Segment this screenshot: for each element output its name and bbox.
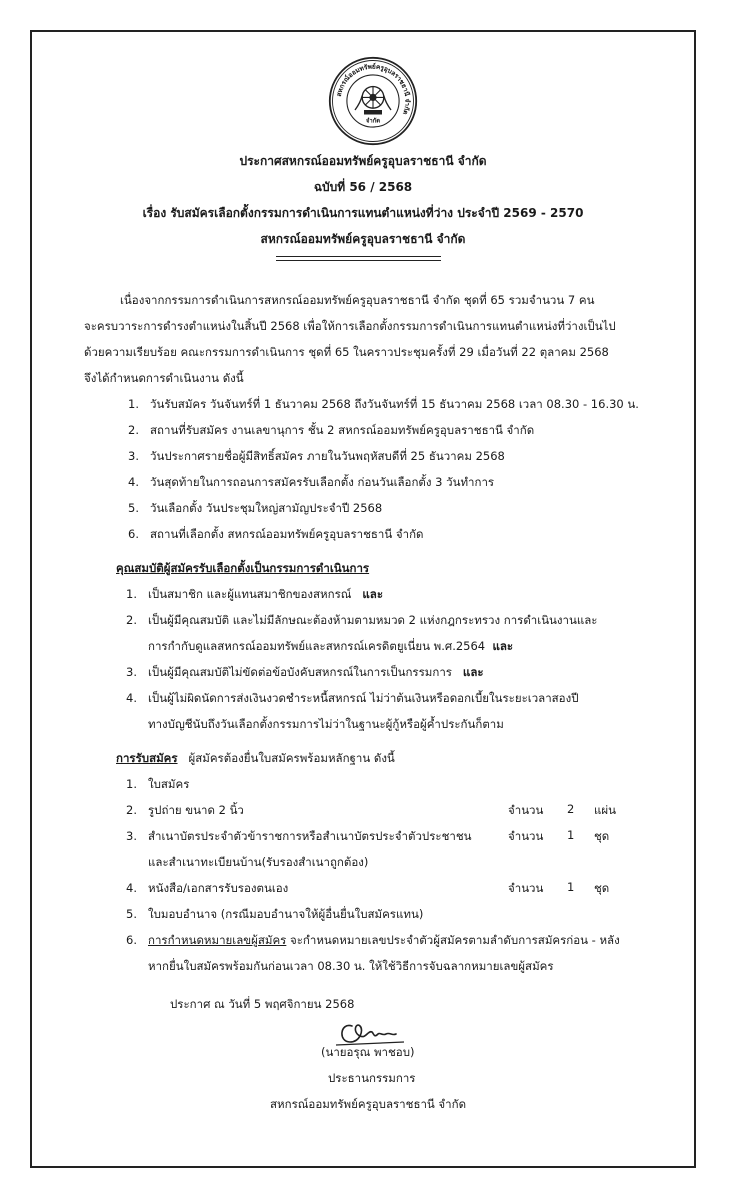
schedule-item: 6. สถานที่เลือกตั้ง สหกรณ์ออมทรัพย์ครูอุบลราชธานี จำกัด — [128, 527, 424, 541]
qualification-item: 2. เป็นผู้มีคุณสมบัติ และไม่มีลักษณะต้องห้ามตามหมวด 2 แห่งกฎกระทรวง การดำเนินงานและ — [126, 613, 598, 627]
quantity-label: จำนวน — [508, 829, 544, 843]
signatory-organization: สหกรณ์ออมทรัพย์ครูอุบลราชธานี จำกัด — [270, 1097, 467, 1111]
intro-line-4: จึงได้กำหนดการดำเนินงาน ดังนี้ — [84, 371, 244, 385]
qualification-item: 4. เป็นผู้ไม่ผิดนัดการส่งเงินงวดชำระหนี้สหกรณ์ ไม่ว่าต้นเงินหรือดอกเบี้ยในระยะเวลาสองปี — [126, 691, 579, 705]
seal-bottom-text: จำกัด — [365, 118, 381, 125]
organization-name: สหกรณ์ออมทรัพย์ครูอุบลราชธานี จำกัด — [260, 232, 466, 246]
quantity-unit: ชุด — [594, 829, 610, 843]
schedule-item: 3. วันประกาศรายชื่อผู้มีสิทธิ์สมัคร ภายในวันพฤหัสบดีที่ 25 ธันวาคม 2568 — [128, 449, 505, 463]
application-item: 3. สำเนาบัตรประจำตัวข้าราชการหรือสำเนาบัตรประจำตัวประชาชน — [126, 829, 472, 843]
schedule-item: 5. วันเลือกตั้ง วันประชุมใหญ่สามัญประจำปี 2568 — [128, 501, 383, 515]
quantity-unit: แผ่น — [594, 803, 617, 817]
announcement-title: ประกาศสหกรณ์ออมทรัพย์ครูอุบลราชธานี จำกัด — [239, 154, 487, 168]
quantity-unit: ชุด — [594, 881, 610, 895]
quantity-label: จำนวน — [508, 881, 544, 895]
application-item: 6. การกำหนดหมายเลขผู้สมัคร จะกำหนดหมายเลขประจำตัวผู้สมัครตามลำดับการสมัครก่อน - หลัง — [126, 933, 620, 947]
quantity-value: 2 — [567, 802, 575, 816]
signatory-position: ประธานกรรมการ — [328, 1071, 416, 1085]
schedule-item: 2. สถานที่รับสมัคร งานเลขานุการ ชั้น 2 สหกรณ์ออมทรัพย์ครูอุบลราชธานี จำกัด — [128, 423, 535, 437]
application-heading: การรับสมัคร ผู้สมัครต้องยื่นใบสมัครพร้อมหลักฐาน ดังนี้ — [116, 751, 395, 765]
announcement-subject: เรื่อง รับสมัครเลือกตั้งกรรมการดำเนินการแทนตำแหน่งที่ว่าง ประจำปี 2569 - 2570 — [142, 206, 584, 220]
application-item: 4. หนังสือ/เอกสารรับรองตนเอง — [126, 881, 289, 895]
application-item: 5. ใบมอบอำนาจ (กรณีมอบอำนาจให้ผู้อื่นยื่นใบสมัครแทน) — [126, 907, 424, 921]
cooperative-seal-logo — [328, 56, 418, 146]
signatory-name: (นายอรุณ พาชอบ) — [321, 1045, 415, 1059]
application-item: 1. ใบสมัคร — [126, 777, 190, 791]
quantity-value: 1 — [567, 828, 575, 842]
application-item: 2. รูปถ่าย ขนาด 2 นิ้ว — [126, 803, 244, 817]
qualifications-heading: คุณสมบัติผู้สมัครรับเลือกตั้งเป็นกรรมการดำเนินการ — [116, 561, 370, 575]
issue-number: ฉบับที่ 56 / 2568 — [313, 180, 413, 194]
application-item-continued: และสำเนาทะเบียนบ้าน(รับรองสำเนาถูกต้อง) — [148, 855, 369, 869]
qualification-item: 1. เป็นสมาชิก และผู้แทนสมาชิกของสหกรณ์ และ — [126, 587, 384, 601]
intro-line-1: เนื่องจากกรรมการดำเนินการสหกรณ์ออมทรัพย์ครูอุบลราชธานี จำกัด ชุดที่ 65 รวมจำนวน 7 คน — [120, 293, 595, 307]
schedule-item: 1. วันรับสมัคร วันจันทร์ที่ 1 ธันวาคม 2568 ถึงวันจันทร์ที่ 15 ธันวาคม 2568 เวลา 08.30 - 16.30 น. — [128, 397, 639, 411]
qualification-item: 3. เป็นผู้มีคุณสมบัติไม่ขัดต่อข้อบังคับสหกรณ์ในการเป็นกรรมการ และ — [126, 665, 484, 679]
intro-line-2: จะครบวาระการดำรงตำแหน่งในสิ้นปี 2568 เพื่อให้การเลือกตั้งกรรมการดำเนินการแทนตำแหน่งที่ว่างเป็นไป — [84, 319, 616, 333]
qualification-item-continued: การกำกับดูแลสหกรณ์ออมทรัพย์และสหกรณ์เครดิตยูเนี่ยน พ.ศ.2564 และ — [148, 639, 514, 653]
application-item-continued: หากยื่นใบสมัครพร้อมกันก่อนเวลา 08.30 น. ให้ใช้วิธีการจับฉลากหมายเลขผู้สมัคร — [148, 959, 554, 973]
quantity-label: จำนวน — [508, 803, 544, 817]
qualification-item-continued: ทางบัญชีนับถึงวันเลือกตั้งกรรมการไม่ว่าในฐานะผู้กู้หรือผู้ค้ำประกันก็ตาม — [148, 717, 504, 731]
schedule-item: 4. วันสุดท้ายในการถอนการสมัครรับเลือกตั้ง ก่อนวันเลือกตั้ง 3 วันทำการ — [128, 475, 495, 489]
announcement-date: ประกาศ ณ วันที่ 5 พฤศจิกายน 2568 — [170, 997, 355, 1011]
quantity-value: 1 — [567, 880, 575, 894]
seal-ring-text: สหกรณ์ออมทรัพย์ครูอุบลราชธานี จำกัด — [334, 62, 412, 116]
double-divider — [276, 256, 441, 261]
intro-line-3: ด้วยความเรียบร้อย คณะกรรมการดำเนินการ ชุดที่ 65 ในคราวประชุมครั้งที่ 29 เมื่อวันที่ 22 ตุลาคม 2568 — [84, 345, 609, 359]
